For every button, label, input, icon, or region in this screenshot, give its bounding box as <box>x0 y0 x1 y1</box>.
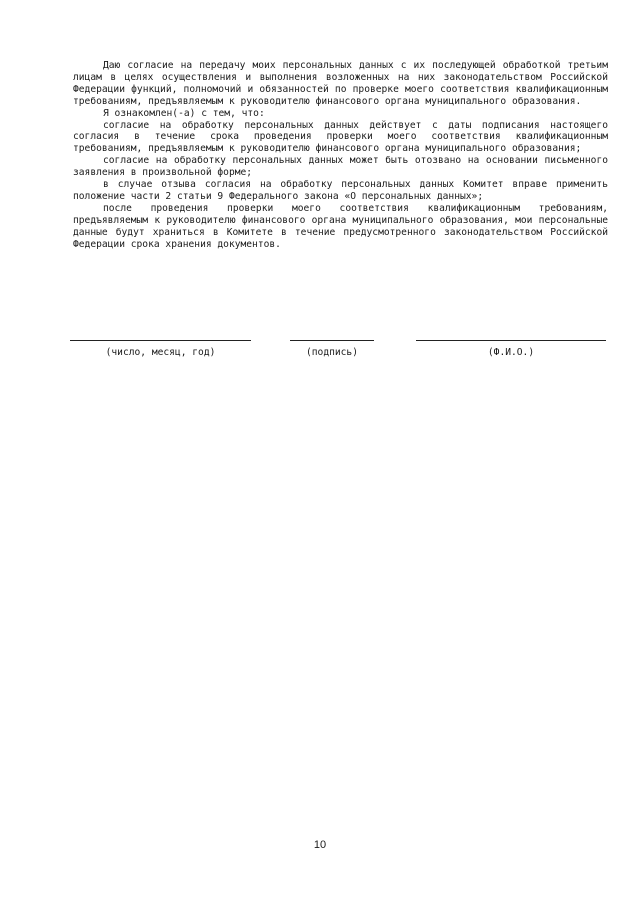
paragraph-acknowledgement: Я ознакомлен(-а) с тем, что: <box>103 107 265 119</box>
date-caption: (число, месяц, год) <box>105 347 216 358</box>
paragraph-consent-transfer: Даю согласие на передачу моих персональных данных с их последующей обработкой третьим лицам в целях осуществления и выполнения возложенных на них законодательством Российской Федерации функций, полномочий и обязанностей по проверке моего соответствия квалификационным требованиям, предъявляемым к руководителю финансового органа муниципального образования. <box>73 60 608 107</box>
date-signature-line <box>70 340 251 341</box>
paragraph-revocation: согласие на обработку персональных данных может быть отозвано на основании письменного заявления в произвольной форме; <box>73 155 608 179</box>
signature-line <box>290 340 374 341</box>
full-name-line <box>416 340 606 341</box>
paragraph-validity-period: согласие на обработку персональных данных действует с даты подписания настоящего согласия в течение срока проведения проверки моего соответствия квалификационным требованиям, предъявляемым к руководителю финансового органа муниципального образования; <box>73 119 608 155</box>
consent-text-body <box>73 60 608 251</box>
paragraph-data-retention: после проведения проверки моего соответствия квалификационным требованиям, предъявляемым к руководителю финансового органа муниципального образования, мои персональные данные будут храниться в Комитете в течение предусмотренного законодательством Российской Федерации срока хранения документов. <box>73 202 608 250</box>
page-number: 10 <box>313 839 327 851</box>
signature-caption: (подпись) <box>306 347 358 358</box>
signature-block <box>0 340 640 370</box>
paragraph-revocation-consequence: в случае отзыва согласия на обработку персональных данных Комитет вправе применить положение части 2 статьи 9 Федерального закона «О персональных данных»; <box>73 179 608 202</box>
full-name-caption: (Ф.И.О.) <box>487 347 535 358</box>
